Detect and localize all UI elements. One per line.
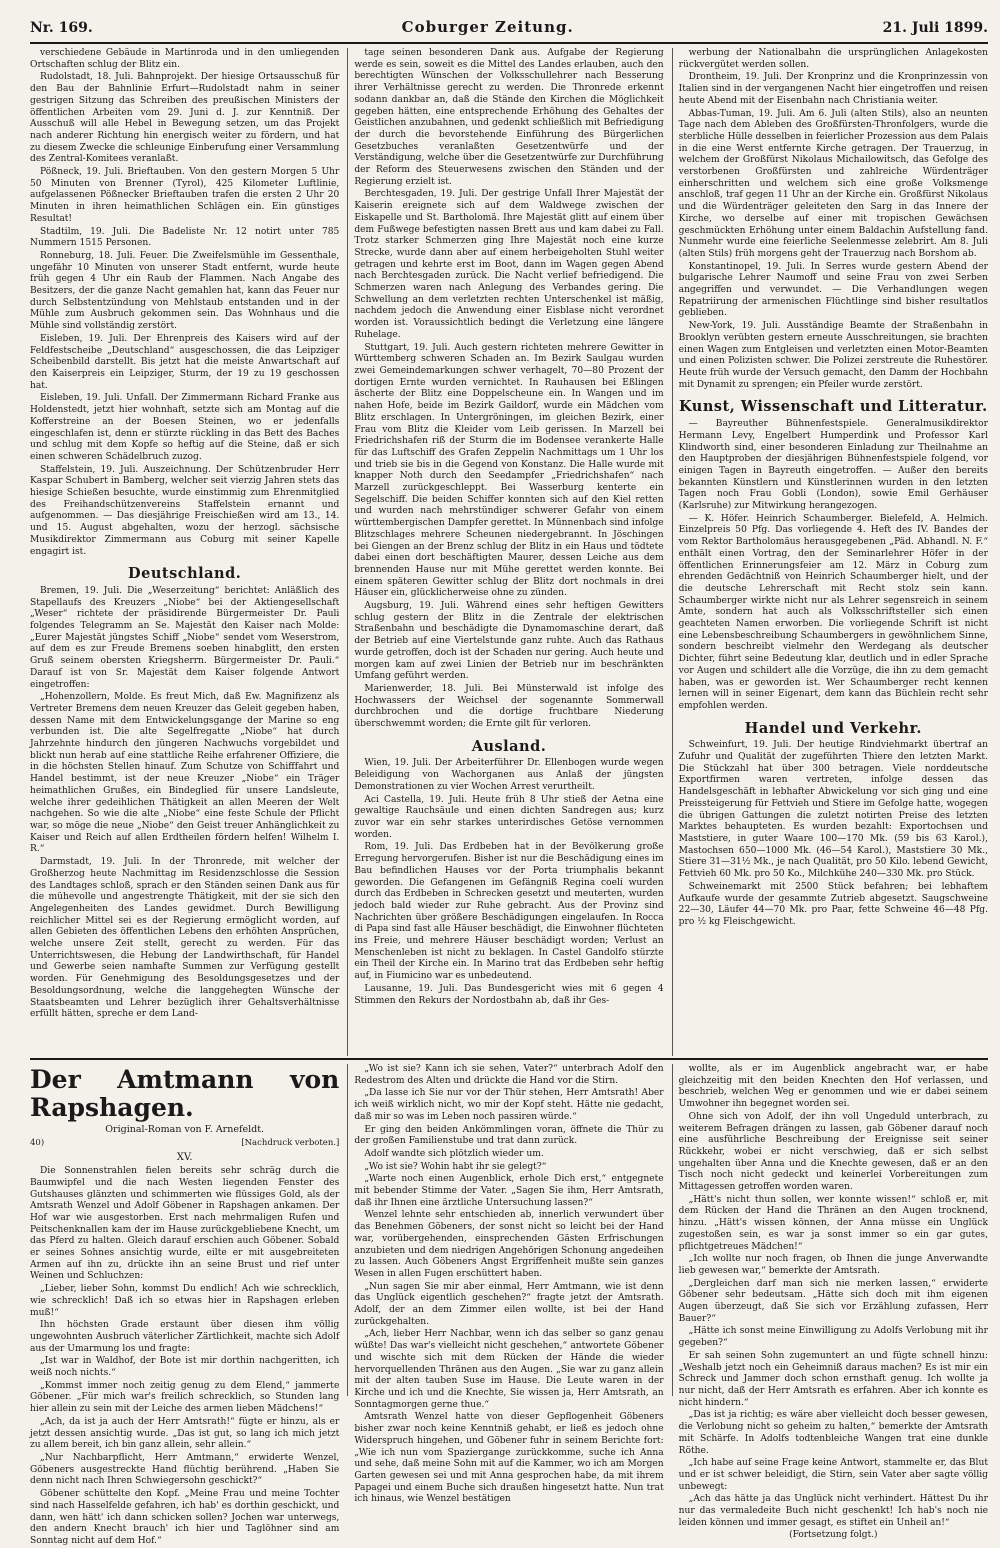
novel-paragraph: „Hätt's nicht thun sollen, wer konnte wissen!“ schloß er, mit dem Rücken der Hand die Thränen an den Augen trocknend, hinzu. „Hätt's wissen können, der Anna müsse ein Unglück zugestoßen sein, es war ja sonst immer so ein gar gutes, pflichtgetreues Mädchen!“ <box>678 1194 988 1252</box>
novel-paragraph: Ihn höchsten Grade erstaunt über diesen ihm völlig ungewohnten Ausbruch väterlicher Zärtlichkeit, machte sich Adolf aus der Umarmung los und fragte: <box>30 1320 340 1354</box>
novel-paragraph: Er sah seinen Sohn zugemuntert an und fügte schnell hinzu: „Weshalb jetzt noch ein Geheimniß daraus machen? Es ist mir ein Schreck und Jammer doch schon ernsthaft genug. Ich wollte ja nur nicht, daß der Herr Amtsrath es erfahren. Aber ich konnte es nicht hindern.“ <box>678 1350 988 1408</box>
article: Augsburg, 19. Juli. Während eines sehr heftigen Gewitters schlug gestern der Blitz in die Zentrale der elektrischen Straßenbahn und beschädigte die Dynamomaschine derart, daß der Betrieb auf eine Viertelstunde ganz ruhte. Auch das Rathaus wurde getroffen, doch ist der Schaden nur gering. Auch heute und morgen kam auf zwei Linien der Betrieb nur im beschränkten Umfang geführt werden. <box>354 601 664 682</box>
article: Aci Castella, 19. Juli. Heute früh 8 Uhr stieß der Aetna eine gewaltige Rauchsäule und einen dichten Sandregen aus; kurz zuvor war ein sehr starkes unterirdisches Getöse vernommen worden. <box>354 794 664 840</box>
article: Lausanne, 19. Juli. Das Bundesgericht wies mit 6 gegen 4 Stimmen den Rekurs der Nordostbahn ab, daß ihr Ges- <box>354 983 664 1006</box>
novel-paragraph: „Ich wollte nur noch fragen, ob Ihnen die junge Anverwandte lieb gewesen war,“ bemerkte der Amtsrath. <box>678 1254 988 1276</box>
novel-column-2 <box>347 1064 664 1505</box>
article: „Hohenzollern, Molde. Es freut Mich, daß Ew. Magnifizenz als Vertreter Bremens dem neuen Kreuzer das Geleit gegeben haben, dessen Name mit dem Entwickelungsgange der Marine so eng verbunden ist. Die alte Segelfregatte „Niobe“ hat durch Jahrzehnte hindurch den jüngeren Nachwuchs vorgebildet und blickt nun herab auf eine stattliche Reihe erfahrener Offiziere, die in die höchsten Stellen hinauf. Zum Schutze von Schifffahrt und Handel bestimmt, ist der neue Kreuzer „Niobe“ ein Träger heimathlichen Grußes, ein Bindeglied für unsere Landsleute, welche ihrer gedeihlichen Thätigkeit an allen Meeren der Welt nachgehen. So wie die alte „Niobe“ eine feste Schule der Pflicht war, so möge die neue „Niobe“ den Geist treuer Anhänglichkeit zu Kaiser und Reich auf allen Erdtheilen fördern helfen! Wilhelm I. R.“ <box>30 692 340 855</box>
news-columns <box>30 48 988 1056</box>
novel-paragraph: Adolf wandte sich plötzlich wieder um. <box>364 1148 544 1159</box>
novel-paragraph: „Wo ist sie? Wohin habt ihr sie gelegt?“ <box>364 1161 547 1172</box>
article: Marienwerder, 18. Juli. Bei Münsterwald ist infolge des Hochwassers der Weichsel der sogenannte Sommerwall durchbrochen und die dortige fruchtbare Niederung überschwemmt worden; die Ernte gilt für verloren. <box>354 683 664 730</box>
novel-meta <box>30 1138 339 1150</box>
article: New-York, 19. Juli. Ausständige Beamte der Straßenbahn in Brooklyn verübten gestern erneute Ausschreitungen, sie brachten einen Wagen zum Entgleisen und verletzten einen Motor-Beamten und einen Polizisten schwer. Die Polizei zerstreute die Ruhestörer. Heute früh wurde der Versuch gemacht, den Damm der Hochbahn mit Dynamit zu sprengen; ein Pfeiler wurde zerstört. <box>678 321 988 390</box>
reprint-notice: [Nachdruck verboten.] <box>241 1137 340 1148</box>
novel-paragraph: „Nur Nachbarpflicht, Herr Amtmann,“ erwiderte Wenzel, Göbeners ausgestreckte Hand flüchtig berührend. „Haben Sie denn nicht nach Ihren Schwiegersohn geschickt?“ <box>30 1452 340 1487</box>
section-heading-ausland: Ausland. <box>471 737 547 755</box>
novel-paragraph: „Lieber, lieber Sohn, kommst Du endlich! Ach wie schrecklich, wie schrecklich! Daß ich so etwas hier in Rapshagen erleben muß!“ <box>30 1284 340 1318</box>
article: Berchtesgaden, 19. Juli. Der gestrige Unfall Ihrer Majestät der Kaiserin ereignete sich auf dem Waldwege zwischen der Eiskapelle und St. Bartholomä. Ihre Majestät glitt auf einem über dem Fußwege befestigten nassen Brett aus und kam dabei zu Fall. Trotz starker Schmerzen ging Ihre Majestät noch eine kurze Strecke, wurde dann aber auf einem herbeigeholten Stuhl weiter getragen und kehrte erst im Boot, dann im Wagen gegen Abend nach Berchtesgaden zurück. Die Nacht verlief befriedigend. Die Schmerzen waren nach Anlegung des Verbandes gering. Die Schwellung an dem verletzten rechten Unterschenkel ist mäßig, nachdem jedoch die Anwendung einer Eisblase nicht verordnet worden ist. Voraussichtlich bedingt die Verletzung eine längere Ruhelage. <box>354 189 664 340</box>
article: Ronneburg, 18. Juli. Feuer. Die Zweifelsmühle im Gessenthale, ungefähr 10 Minuten von unserer Stadt entfernt, wurde heute früh gegen 4 Uhr ein Raub der Flammen. Nach Angabe des Besitzers, der die ganze Nacht gemahlen hat, kann das Feuer nur durch Selbstentzündung von Mehlstaub entstanden und in der Mühle zum Ausbruch gekommen sein. Das Wohnhaus und die Mühle sind vollständig zerstört. <box>30 250 340 332</box>
novel-paragraph: Wenzel lehnte sehr entschieden ab, innerlich verwundert über das Benehmen Göbeners, der sonst nicht so leicht bei der Hand war, vorübergehenden, einsprechenden Gästen Erfrischungen anzubieten und dem niedrigen Angehörigen Schonung angedeihen zu lassen. Auch Göbeners Angst Ergriffenheit mußte sein ganzes Wesen in allen Fugen erschüttert haben. <box>354 1210 664 1279</box>
novel-paragraph: Amtsrath Wenzel hatte von dieser Gepflogenheit Göbeners bisher zwar noch keine Kenntniß gehabt, er ließ es jedoch ohne Widerspruch hingehen, und Göbener fuhr in seinem Berichte fort: „Wie ich nun vom Spaziergange zurückkomme, suche ich Anna und sehe, daß meine Sohn mit auf die Kammer, wo ich am Morgen Garten gewesen sei und mit Anna gesprochen habe, da mit ihrem Papagei und einem Buche sich draußen hingesetzt hatte. Nun trat ich hinaus, wie Wenzel bestätigen <box>354 1412 664 1505</box>
novel-title: Der Amtmann von Rapshagen. <box>30 1065 340 1122</box>
article: Schweinemarkt mit 2500 Stück befahren; bei lebhaftem Aufkaufe wurde der gesammte Zutrieb abgesetzt. Saugschweine 22—30, Läufer 44—70 Mk. pro Paar, fette Schweine 46—48 Pfg. pro ½ kg Fleischgewicht. <box>678 881 988 927</box>
article: verschiedene Gebäude in Martinroda und in den umliegenden Ortschaften schlug der Blitz ein. <box>30 48 340 70</box>
newspaper-title: Coburger Zeitung. <box>401 18 574 36</box>
feuilleton <box>30 1064 988 1546</box>
section-heading-kunst: Kunst, Wissenschaft und Litteratur. <box>679 398 988 416</box>
news-column-3 <box>672 48 988 1056</box>
novel-paragraph: Ohne sich von Adolf, der ihn voll Ungeduld unterbrach, zu weiterem Befragen drängen zu lassen, gab Göbener darauf noch eine ausführliche Beschreibung der Ereignisse seit seiner Rückkehr, wobei er nicht verschwieg, daß er sich selbst ungehalten über Anna und die Knechte gewesen, daß er an den Tisch noch nicht gedeckt und keinerlei Vorbereitungen zum Mittagessen getroffen worden waren. <box>678 1111 988 1193</box>
novel-paragraph: „Ach, lieber Herr Nachbar, wenn ich das selber so ganz genau wüßte! Das war's vielleicht nicht geschehen,“ antwortete Göbener und wischte sich mit dem Rücken der Hände die wieder hervorquellenden Thränen aus den Augen. „Sie war zu ganz allein mit der alten tauben Suse im Hause. Die Leute waren in der Kirche und ich und die Knechte, Sie wissen ja, Herr Amtsrath, an Sonntagmorgen gerne thue.“ <box>354 1329 664 1410</box>
novel-paragraph: „Da lasse ich Sie nur vor der Thür stehen, Herr Amtsrath! Aber ich weiß wirklich nicht, wo mir der Kopf steht. Hätte nie gedacht, daß mir so was im Leben noch passiren würde.“ <box>354 1088 664 1122</box>
article: Darmstadt, 19. Juli. In der Thronrede, mit welcher der Großherzog heute Nachmittag im Residenzschlosse die Session des Landtages schloß, sprach er den Ständen seinen Dank aus für die mühevolle und angestrengte Thätigkeit, mit der sie sich den Angelegenheiten des Landes gewidmet. Durch Bewilligung reichlicher Mittel sei es der Regierung ermöglicht worden, auf allen Gebieten des öffentlichen Lebens den erhöhten Ansprüchen, welche unsere Zeit stellt, gerecht zu werden. Für das Unterrichtswesen, die Hebung der Landwirthschaft, für Handel und Gewerbe seien namhafte Summen zur Verfügung gestellt worden. Für Genehmigung des Besoldungsgesetzes und der Besoldungsordnung, welche die langgehegten Wünsche der Staatsbeamten und Lehrer bezüglich ihrer Gehaltsverhältnisse erfüllt hätten, spreche er dem Land- <box>30 857 340 1020</box>
article: Rudolstadt, 18. Juli. Bahnprojekt. Der hiesige Ortsausschuß für den Bau der Bahnlinie Erfurt—Rudolstadt nahm in seiner gestrigen Sitzung das Schreiben des preußischen Ministers der öffentlichen Arbeiten vom 29. Juni d. J. zur Kenntniß. Der Ausschuß will alle Hebel in Bewegung setzen, um das Projekt nach anderer Richtung hin energisch weiter zu fördern, und hat zu diesem Zwecke die schleunige Einberufung einer Versammlung des Zentral-Komitees veranlaßt. <box>30 72 340 165</box>
section-heading-deutschland: Deutschland. <box>128 565 242 583</box>
article: Eisleben, 19. Juli. Unfall. Der Zimmermann Richard Franke aus Holdenstedt, jetzt hier wohnhaft, setzte sich am Montag auf die Kofferstreine an der Boesen Steinen, wo er jedenfalls eingeschlafen ist, denn er stürzte rückling in das Bett des Baches und schlug mit dem Kopfe so heftig auf die Steine, daß er sich einen schweren Schädelbruch zuzog. <box>30 393 340 462</box>
article: Eisleben, 19. Juli. Der Ehrenpreis des Kaisers wird auf der Feldfestscheibe „Deutschland“ ausgeschossen, die das Leipziger Scheibenbild darstellt. Bis jetzt hat die meiste Anwartschaft auf den Kaiserpreis ein Leipziger, Sturm, der 19 zu 19 geschossen hat. <box>30 333 340 391</box>
novel-paragraph: „Nun sagen Sie mir aber einmal, Herr Amtmann, wie ist denn das Unglück eigentlich geschehen?“ fragte jetzt der Amtsrath. Adolf, der an dem Zimmer eilen wollte, ist bei der Hand zurückgehalten. <box>354 1281 664 1327</box>
chapter-number: XV. <box>176 1152 193 1164</box>
newspaper-page <box>30 18 988 1546</box>
novel-column-3 <box>672 1064 988 1541</box>
article: Rom, 19. Juli. Das Erdbeben hat in der Bevölkerung große Erregung hervorgerufen. Bisher ist nur die Beschädigung eines im Bau befindlichen Hauses vor der Porta triumphalis bekannt geworden. Die Gefangenen im Gefängniß Regina coeli wurden durch das Erdbeben in Schrecken gesetzt und meuterten, wurden jedoch bald wieder zur Ruhe gebracht. Aus der Provinz sind Nachrichten über größere Beschädigungen eingelaufen. In Rocca di Papa sind fast alle Häuser beschädigt, die Einwohner flüchteten ins Freie, und mehrere Häuser beschädigt worden; Verlust an Menschenleben ist nicht zu beklagen. In Castel Gandolfo stürzte ein Theil der Kirche ein. In Marino trat das Erdbeben sehr heftig auf, in Fiumicino war es unbedeutend. <box>354 842 664 982</box>
article: — Bayreuther Bühnenfestspiele. Generalmusikdirektor Hermann Levy, Engelbert Humperdink und Professor Karl Klindworth sind, einer besonderen Einladung zur Theilnahme an den Hauptproben der diesjährigen Bühnenfestspiele folgend, vor einigen Tagen in Bayreuth eingetroffen. — Außer den bereits bekannten Künstlern und Künstlerinnen wurden in den letzten Tagen noch Frau Gobli (London), sowie Emil Gerhäuser (Karlsruhe) zur Mitwirkung herangezogen. <box>678 419 988 512</box>
article: Abbas-Tuman, 19. Juli. Am 6. Juli (alten Stils), also an neunten Tage nach dem Ableben des Großfürsten-Thronfolgers, wurde die sterbliche Hülle desselben in feierlicher Prozession aus dem Palais in die eine Werst entfernte Kirche getragen. Der Trauerzug, in welchem der Großfürst Nikolaus Michailowitsch, das Gefolge des verstorbenen Großfürsten und zahlreiche Würdenträger einherschritten und welchem sich eine große Volksmenge anschloß, traf gegen 11 Uhr an der Kirche ein. Großfürst Nikolaus und die Würdenträger geleiteten den Sarg in das Innere der Kirche, wo derselbe auf einer mit tropischen Gewächsen geschmückten Erhöhung unter einem Baldachin Aufstellung fand. Nunmehr wurde eine feierliche Seelenmesse zelebrirt. Am 8. Juli (alten Stils) früh morgens geht der Trauerzug nach Borshom ab. <box>678 108 988 259</box>
article: Stadtilm, 19. Juli. Die Badeliste Nr. 12 notirt unter 785 Nummern 1515 Personen. <box>30 226 340 249</box>
section-heading-handel: Handel und Verkehr. <box>744 719 922 737</box>
article: Staffelstein, 19. Juli. Auszeichnung. Der Schützenbruder Herr Kaspar Schubert in Bamberg, welcher seit vierzig Jahren stets das hiesige Schießen besuchte, wurde einstimmig zum Ehrenmitglied des Freihandschützenvereins Staffelstein ernannt und aufgenommen. — Das diesjährige Freischießen wird am 13., 14. und 15. August abgehalten, wozu der herzogl. sächsische Musikdirektor Zimmermann aus Coburg mit seiner Kapelle engagirt ist. <box>30 464 340 557</box>
novel-paragraph: Göbener schüttelte den Kopf. „Meine Frau und meine Tochter sind nach Hasselfelde gefahren, ich hab' es dorthin geschickt, und dann, wen hätt' ich dann schicken sollen? Jochen war unterwegs, den andern Knecht brauch' ich hier und Taglöhner sind am Sonntag nicht auf dem Hof.“ <box>30 1489 340 1546</box>
novel-paragraph: „Kommst immer noch zeitig genug zu dem Elend,“ jammerte Göbener. „Für mich war's freilich schrecklich, so Stunden lang hier allein zu sein mit der Leiche des armen lieben Mädchens!“ <box>30 1380 340 1415</box>
novel-paragraph: „Das ist ja richtig; es wäre aber vielleicht doch besser gewesen, die Verlobung nicht so geheim zu halten,“ bemerkte der Amtsrath mit Schärfe. In Adolfs todtenbleiche Wangen trat eine dunkle Röthe. <box>678 1410 988 1456</box>
novel-paragraph: „Wo ist sie? Kann ich sie sehen, Vater?“ unterbrach Adolf den Redestrom des Alten und drückte die Hand vor die Stirn. <box>354 1064 664 1086</box>
article: Schweinfurt, 19. Juli. Der heutige Rindviehmarkt übertraf an Zufuhr und Qualität der zugeführten Thiere den letzten Markt. Die Stückzahl hat über 300 betragen. Viele norddeutsche Exportfirmen waren vertreten, infolge dessen das Handelsgeschäft in lebhafter Abwickelung vor sich ging und eine Preissteigerung für Fettvieh und Stiere im Gefolge hatte, wogegen die übrigen Gattungen die zuletzt notirten Preise des letzten Marktes behaupteten. Es wurden bezahlt: Exportochsen und Maststiere, in guter Waare 100—170 Mk. (59 bis 63 Karol.), Mastochsen 650—1000 Mk. (46—54 Karol.), Maststiere 30 Mk., Stiere 31—31½ Mk., je nach Qualität, pro 50 Kilo. lebend Gewicht, Fettvieh 60 Mk. pro 50 Ko., Milchkühe 240—330 Mk. pro Stück. <box>678 740 988 880</box>
novel-paragraph: „Ach das hätte ja das Unglück nicht verhindert. Hättest Du ihr nur das vermaledeite Buch nicht geschenkt! Ich hab's noch nie leiden können und immer gesagt, es stiftet ein Unheil an!“ <box>678 1494 988 1528</box>
article: Wien, 19. Juli. Der Arbeiterführer Dr. Ellenbogen wurde wegen Beleidigung von Wachorganen aus Anlaß der jüngsten Demonstrationen zu vier Wochen Arrest verurtheilt. <box>354 758 664 792</box>
article: werbung der Nationalbahn die ursprünglichen Anlagekosten rückvergütet werden sollen. <box>678 48 988 70</box>
article: Drontheim, 19. Juli. Der Kronprinz und die Kronprinzessin von Italien sind in der vergangenen Nacht hier eingetroffen und reisen heute Abend mit der Eisenbahn nach Christiania weiter. <box>678 72 988 106</box>
continued-note: (Fortsetzung folgt.) <box>789 1530 878 1541</box>
news-column-1 <box>30 48 339 1056</box>
masthead <box>30 18 988 44</box>
novel-paragraph: wollte, als er im Augenblick angebracht war, er habe gleichzeitig mit den beiden Knechten den Hof verlassen, und beschrieb, welchen Weg er genommen und wie er dabei seinem Umwohner ihn begegnet worden sei. <box>678 1064 988 1110</box>
article: Stuttgart, 19. Juli. Auch gestern richteten mehrere Gewitter in Württemberg schweren Schaden an. Im Bezirk Saulgau wurden zwei Gemeindemarkungen schwer verhagelt, 70—80 Prozent der dortigen Ernte wurden vernichtet. In Rauhausen bei Eßlingen äscherte der Blitz eine Doppelscheune ein. In Wangen und im nahen Hofe, beide im Bezirk Gaildorf, wurde ein Mädchen vom Blitz erschlagen. In Untergröningen, im gleichen Bezirk, einer Frau vom Blitz die Kleider vom Leib gerissen. In Marzell bei Friedrichshafen riß der Sturm die im Bodensee verankerte Halle für das Luftschiff des Grafen Zeppelin Nachmittags um 1 Uhr los und trieb sie bis in die Gegend von Konstanz. Die Halle wurde mit knapper Noth durch den Seedampfer „Friedrichshafen“ nach Marzell zurückgeschleppt. Bei Wasserburg kenterte ein Segelschiff. Die beiden Schiffer konnten sich auf den Kiel retten und wurden nach mehrstündiger schwerer Gefahr von einem württembergischen Dampfer gerettet. In Münnenbach sind infolge Blitzschlages mehrere Scheunen niedergebrannt. In Jöschingen bei Giengen an der Brenz schlug der Blitz in ein Haus und tödtete dabei einen dort beschäftigten Maurer, dessen Leiche aus dem brennenden Hause nur mit Mühe gerettet werden konnte. Bei einem späteren Gewitter schlug der Blitz dort nochmals in drei Häuser ein, glücklicherweise ohne zu zünden. <box>354 342 664 599</box>
article: Bremen, 19. Juli. Die „Weserzeitung“ berichtet: Anläßlich des Stapellaufs des Kreuzers „Niobe“ bei der Aktiengesellschaft „Weser“ richtete der präsidirende Bürgermeister Dr. Pauli folgendes Telegramm an Se. Majestät den Kaiser nach Molde: „Eurer Majestät jüngstes Schiff „Niobe“ sendet vom Weserstrom, auf dem es zur Freude Bremens soeben hinabglitt, den ersten Gruß seinem obersten Kriegsherrn. Bürgermeister Dr. Pauli.“ Darauf ist von Sr. Majestät dem Kaiser folgende Antwort eingetroffen: <box>30 585 340 690</box>
novel-column-1 <box>30 1064 340 1546</box>
article: Konstantinopel, 19. Juli. In Serres wurde gestern Abend der bulgarische Lehrer Naumoff und seine Frau von zwei Serben angegriffen und verwundet. — Die Verhandlungen wegen Repatriirung der armenischen Flüchtlinge sind bisher resultatlos geblieben. <box>678 261 988 319</box>
novel-paragraph: „Ach, da ist ja auch der Herr Amtsrath!“ fügte er hinzu, als er jetzt dessen ansichtig wurde. „Das ist gut, so lang ich mich jetzt zu allem bereit, ich bin ganz allein, sehr allein.“ <box>30 1416 340 1451</box>
novel-paragraph: Er ging den beiden Ankömmlingen voran, öffnete die Thür zu der großen Familienstube und trat dann zurück. <box>354 1124 664 1147</box>
novel-paragraph: Die Sonnenstrahlen fielen bereits sehr schräg durch die Baumwipfel und die nach Westen liegenden Fenster des Gutshauses glänzten und schimmerten wie flüssiges Gold, als der Amtsrath Wenzel und Adolf Göbener in Rapshagen ankamen. Der Hof war wie ausgestorben. Erst nach mehrmaligen Rufen und Peitschenknallen kam der im Hause zurückgebliebene Knecht, um das Pferd zu halten. Gleich darauf erschien auch Göbener. Sobald er seines Sohnes ansichtig wurde, eilte er mit ausgebreiteten Armen auf ihn zu, drückte ihn an seine Brust und rief unter Weinen und Schluchzen: <box>30 1166 340 1282</box>
novel-paragraph: „Ich habe auf seine Frage keine Antwort, stammelte er, das Blut und er ist schwer beleidigt, die Stirn, sein Vater aber sagte völlig unbewegt: <box>678 1458 988 1492</box>
article: tage seinen besonderen Dank aus. Aufgabe der Regierung werde es sein, soweit es die Mittel des Landes erlauben, auch den berechtigten Wünschen der Volksschullehrer nach Besserung ihrer Verhältnisse gerecht zu werden. Die Thronrede erkennt sodann dankbar an, daß die Stände den Kirchen die Möglichkeit gegeben hätten, eine entsprechende Erhöhung des Gehaltes der Geistlichen anzubahnen, und gedenkt schließlich mit Befriedigung der durch die bevorstehende Einführung des Bürgerlichen Gesetzbuches veranlaßten Gesetzentwürfe und der Verständigung, welche über die Gesetzentwürfe zur Durchführung der Reform des Steuerwesens zwischen den Ständen und der Regierung erzielt ist. <box>354 48 664 187</box>
issue-date: 21. Juli 1899. <box>882 20 988 36</box>
article: — K. Höfer. Heinrich Schaumberger. Bielefeld, A. Helmich. Einzelpreis 50 Pfg. Das vorliegende 4. Heft des IV. Bandes der vom Rektor Bartholomäus herausgegebenen „Päd. Abhandl. N. F.“ enthält einen Vortrag, den der Seminarlehrer Höfer in der öffentlichen Erinnerungsfeier am 12. März in Coburg zum ehrenden Gedächtniß von Heinrich Schaumberger hielt, und der die deutsche Lehrerschaft mit Recht stolz sein kann. Schaumberger wirkte nicht nur als Lehrer segensreich in seinem Amte, sondern hat auch als Volksschriftsteller sich einen geachteten Namen erworben. Die vorliegende Schrift ist nicht eine Lebensbeschreibung Schaumbergers in gewöhnlichem Sinne, sondern beschreibt vielmehr den Werdegang als deutscher Dichter, führt seine Bedeutung klar, deutlich und in edler Sprache vor Augen und schildert alle die Vorzüge, die ihn zu dem gemacht haben, was er geworden ist. Wer Schaumberger recht kennen lernen will in seiner Eigenart, dem kann das Büchlein recht sehr empfohlen werden. <box>678 513 988 711</box>
article: Pößneck, 19. Juli. Brieftauben. Von den gestern Morgen 5 Uhr 50 Minuten von Brenner (Tyrol), 425 Kilometer Luftlinie, aufgelassenen Pößnecker Brieftauben trafen die ersten 2 Uhr 20 Minuten in ihren heimathlichen Schlägen ein. Ein günstiges Resultat! <box>30 167 340 224</box>
novel-paragraph: „Warte noch einen Augenblick, erhole Dich erst,“ entgegnete mit bebender Stimme der Vater. „Sagen Sie ihm, Herr Amtsrath, daß ihr Ihnen eine ärztliche Untersuchung lassen?“ <box>354 1174 664 1208</box>
installment-number: 40) <box>30 1137 45 1148</box>
issue-number: Nr. 169. <box>30 20 93 36</box>
novel-paragraph: „Ist war in Waldhof, der Bote ist mir dorthin nachgeritten, ich weiß noch nichts.“ <box>30 1356 340 1379</box>
novel-subtitle: Original-Roman von F. Arnefeldt. <box>105 1124 265 1135</box>
novel-paragraph: „Hätte ich sonst meine Einwilligung zu Adolfs Verlobung mit ihr gegeben?“ <box>678 1326 988 1349</box>
news-column-2 <box>347 48 663 1056</box>
feuilleton-divider <box>30 1058 988 1060</box>
novel-paragraph: „Dergleichen darf man sich nie merken lassen,“ erwiderte Göbener sehr bedeutsam. „Hätte sich doch mit ihm eigenen Augen überzeugt, daß Sie sich vor Erzählung zufassen, Herr Bauer?“ <box>678 1278 988 1324</box>
